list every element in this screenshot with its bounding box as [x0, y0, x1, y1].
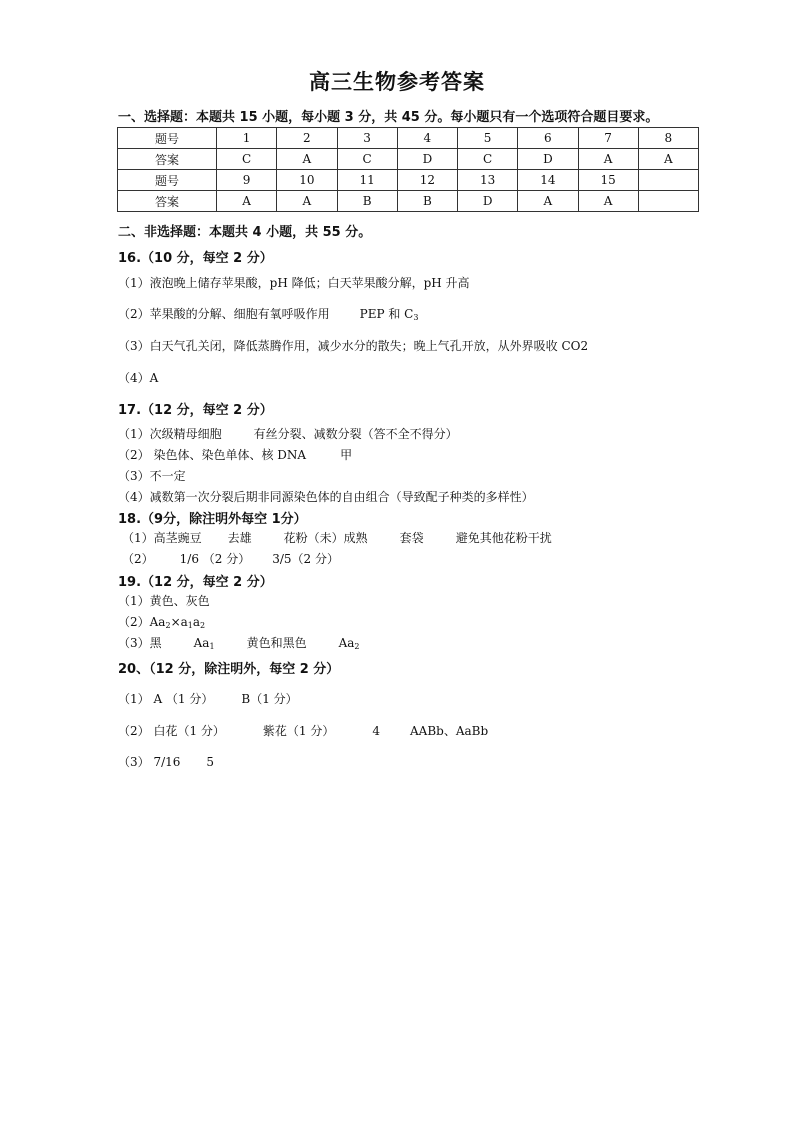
q19-line-3-part-b: Aa: [193, 636, 210, 650]
q19-line-3: [118, 634, 360, 651]
q20-line-2: [118, 722, 488, 739]
answer-table: [117, 127, 699, 212]
table-cell: A: [578, 149, 638, 170]
q19-line-3-sub-2: 2: [354, 642, 360, 651]
q16-line-2: [118, 305, 418, 322]
q16-line-4: （4）A: [118, 371, 159, 385]
q17-line-4: （4）减数第一次分裂后期非同源染色体的自由组合（导致配子种类的多样性）: [118, 490, 534, 504]
q19-line-3-part-d: Aa: [338, 636, 355, 650]
q18-line-1-part-a: （1）高茎豌豆: [122, 531, 202, 545]
table-cell: 9: [217, 170, 277, 191]
q20-line-3: [118, 753, 214, 770]
table-cell: 3: [337, 128, 397, 149]
table-cell: B: [397, 191, 457, 212]
q19-line-2-sub-1: 2: [165, 621, 171, 630]
table-cell: 14: [518, 170, 578, 191]
table-cell: A: [578, 191, 638, 212]
q20-line-3-part-b: 5: [206, 755, 215, 769]
section2-heading: 二、非选择题：本题共 4 小题，共 55 分。: [118, 225, 372, 240]
table-cell: 7: [578, 128, 638, 149]
table-cell: 10: [277, 170, 337, 191]
table-cell: 题号: [118, 128, 217, 149]
q19-line-2-part-a: （2）Aa: [118, 615, 166, 629]
q18-line-2-part-c: 3/5（2 分）: [272, 552, 339, 566]
q18-line-1-part-b: 去雄: [227, 531, 252, 545]
table-row: [118, 128, 699, 149]
q18-line-1-part-d: 套袋: [399, 531, 424, 545]
q19-line-3-part-a: （3）黑: [118, 636, 162, 650]
table-cell: 13: [458, 170, 518, 191]
q19-heading: 19.（12 分，每空 2 分）: [118, 575, 273, 590]
table-row: [118, 170, 699, 191]
q16-line-2-part-b: PEP 和 C: [359, 307, 414, 321]
table-cell: 15: [578, 170, 638, 191]
table-cell: [638, 170, 698, 191]
table-cell: D: [518, 149, 578, 170]
q20-line-1-part-b: B（1 分）: [241, 692, 298, 706]
table-cell: [638, 191, 698, 212]
q17-line-3: （3）不一定: [118, 469, 186, 483]
q19-line-2: [118, 613, 205, 630]
q16-line-2-subscript: 3: [413, 313, 419, 322]
table-cell: A: [518, 191, 578, 212]
q18-heading: 18.（9分，除注明外每空 1分）: [118, 512, 307, 527]
table-cell: 11: [337, 170, 397, 191]
table-cell: 12: [397, 170, 457, 191]
table-cell: D: [397, 149, 457, 170]
q17-line-1-part-a: （1）次级精母细胞: [118, 427, 222, 441]
table-cell: 题号: [118, 170, 217, 191]
table-cell: C: [337, 149, 397, 170]
q19-line-3-part-c: 黄色和黑色: [246, 636, 307, 650]
q18-line-1: [122, 529, 552, 546]
table-cell: D: [458, 191, 518, 212]
q20-line-2-part-c: 4: [372, 724, 380, 738]
table-row: [118, 149, 699, 170]
section1-heading: 一、选择题：本题共 15 小题，每小题 3 分，共 45 分。每小题只有一个选项符合题目要求。: [118, 110, 659, 125]
table-row: [118, 191, 699, 212]
q19-line-2-part-b: ×a: [170, 615, 188, 629]
q19-line-2-part-c: a: [192, 615, 201, 629]
table-cell: C: [458, 149, 518, 170]
page-title: 高三生物参考答案: [309, 70, 485, 94]
q20-line-1-part-a: （1） A （1 分）: [118, 692, 214, 706]
q17-line-2-part-a: （2） 染色体、染色单体、核 DNA: [118, 448, 307, 462]
q18-line-1-part-e: 避免其他花粉干扰: [455, 531, 552, 545]
table-cell: 8: [638, 128, 698, 149]
q19-line-2-sub-2: 1: [187, 621, 193, 630]
table-cell: B: [337, 191, 397, 212]
table-cell: C: [217, 149, 277, 170]
q17-line-2: [118, 446, 352, 463]
q16-line-2-part-a: （2）苹果酸的分解、细胞有氧呼吸作用: [118, 307, 330, 321]
q17-line-1: [118, 425, 458, 442]
table-cell: 5: [458, 128, 518, 149]
q19-line-2-sub-3: 2: [200, 621, 206, 630]
table-cell: A: [217, 191, 277, 212]
q17-line-1-part-b: 有丝分裂、减数分裂（答不全不得分）: [253, 427, 458, 441]
q20-line-2-part-b: 紫花（1 分）: [262, 724, 335, 738]
q17-line-2-part-b: 甲: [340, 448, 353, 462]
q18-line-1-part-c: 花粉（未）成熟: [283, 531, 368, 545]
q20-line-3-part-a: （3） 7/16: [118, 755, 181, 769]
q18-line-2: [122, 550, 339, 567]
q20-line-2-part-d: AABb、AaBb: [410, 724, 489, 738]
table-cell: A: [638, 149, 698, 170]
table-cell: 6: [518, 128, 578, 149]
q19-line-3-sub-1: 1: [209, 642, 215, 651]
table-cell: 答案: [118, 149, 217, 170]
q16-line-1: （1）液泡晚上储存苹果酸，pH 降低；白天苹果酸分解，pH 升高: [118, 276, 470, 290]
table-cell: 2: [277, 128, 337, 149]
q16-heading: 16.（10 分，每空 2 分）: [118, 251, 273, 266]
q18-line-2-part-b: 1/6 （2 分）: [179, 552, 251, 566]
q19-line-1: （1）黄色、灰色: [118, 594, 210, 608]
table-cell: A: [277, 191, 337, 212]
q20-line-1: [118, 690, 298, 707]
table-cell: 1: [217, 128, 277, 149]
table-cell: A: [277, 149, 337, 170]
table-cell: 4: [397, 128, 457, 149]
q18-line-2-part-a: （2）: [122, 552, 154, 566]
q16-line-3: （3）白天气孔关闭，降低蒸腾作用，减少水分的散失；晚上气孔开放，从外界吸收 CO2: [118, 339, 589, 353]
table-cell: 答案: [118, 191, 217, 212]
q20-line-2-part-a: （2） 白花（1 分）: [118, 724, 225, 738]
q17-heading: 17.（12 分，每空 2 分）: [118, 403, 273, 418]
q20-heading: 20、（12 分，除注明外，每空 2 分）: [118, 662, 340, 677]
